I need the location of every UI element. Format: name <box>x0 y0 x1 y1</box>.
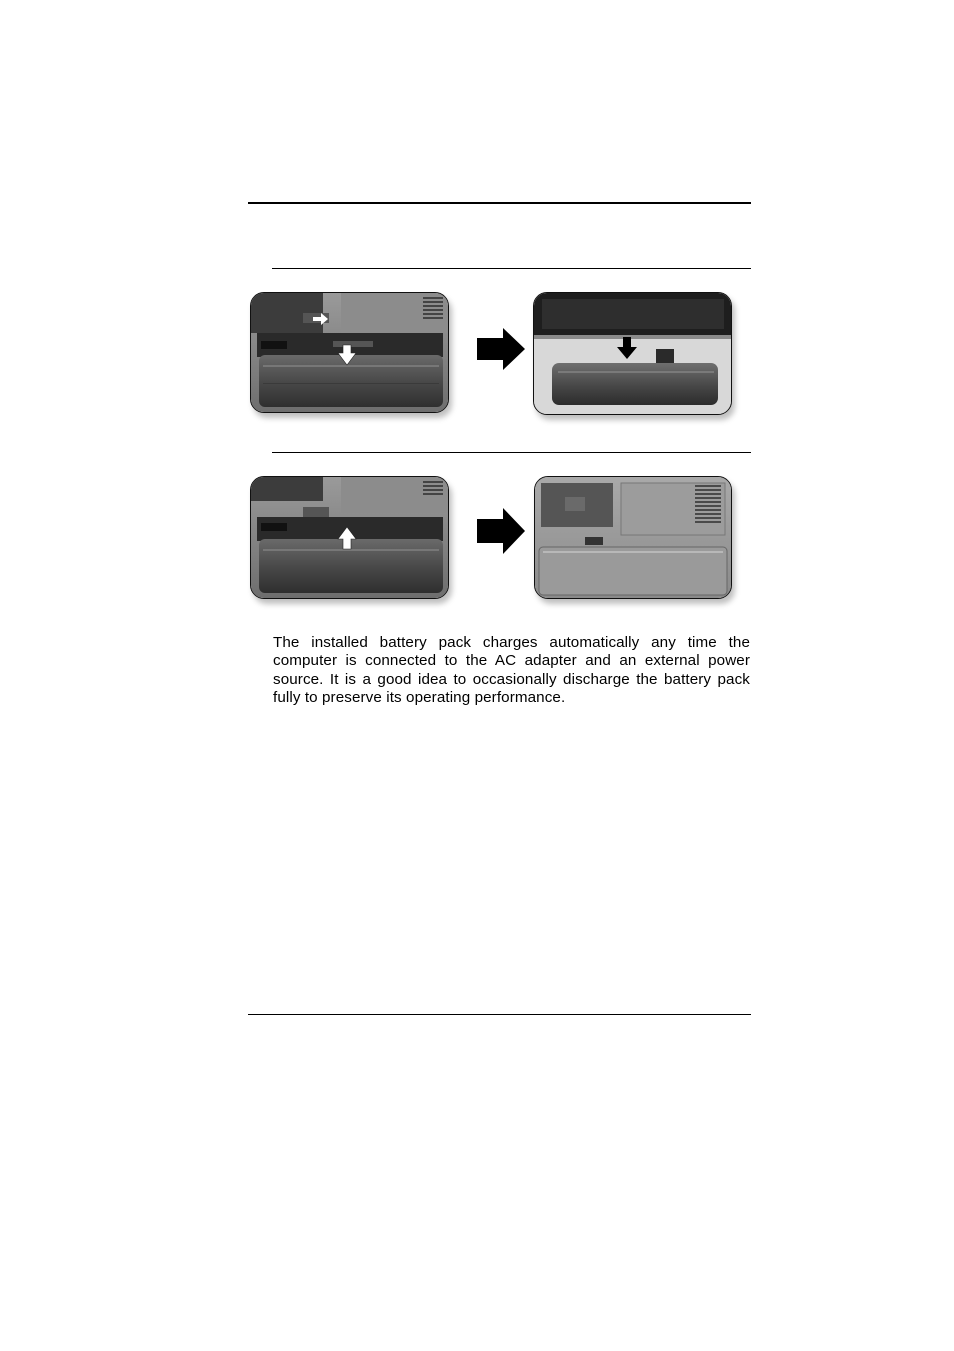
section-rule-insert <box>272 452 751 453</box>
right-arrow-icon <box>477 328 525 370</box>
battery-pack-removed-photo <box>533 292 732 415</box>
section-rule-remove <box>272 268 751 269</box>
right-arrow-icon <box>477 508 525 554</box>
battery-charging-paragraph: The installed battery pack charges automatically any time the computer is connected to the AC adapter and an external power source. It is a good idea to occasionally discharge the battery pack fully to preserve its operating performance. <box>273 634 750 707</box>
header-rule <box>248 202 751 204</box>
laptop-underside-battery-release-photo <box>250 292 449 413</box>
laptop-underside-battery-insert-photo <box>250 476 449 599</box>
footer-rule <box>248 1014 751 1015</box>
battery-pack-installed-photo <box>534 476 732 599</box>
